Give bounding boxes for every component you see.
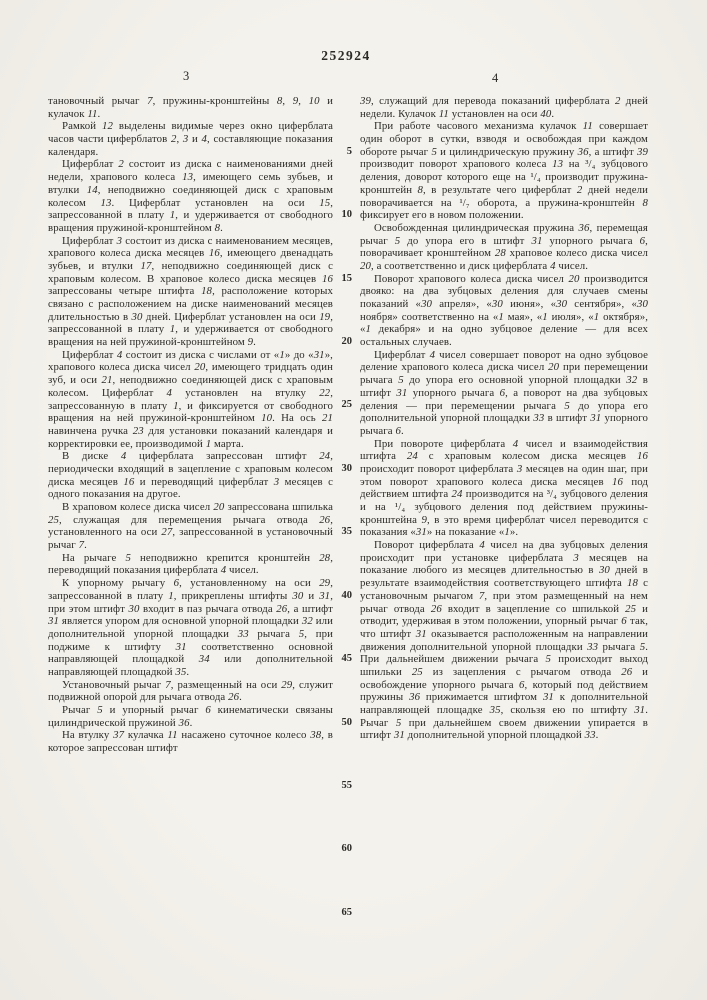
line-number: 35 — [341, 526, 352, 538]
paragraph: На втулку 37 кулачка 11 насажено суточное колесо 38, в которое запрессован штифт — [48, 729, 333, 755]
line-number: 30 — [341, 462, 352, 474]
paragraph: При работе часового механизма кулачок 11 совершает один оборот в сутки, взводя и освобождая при каждом обороте рычаг 5 и цилиндрическую пружину 36, а штифт 39 производит поворот храпового колеса 13 на ³/₄ зубцового деления, доворот которого еще на ¹/₄ производит пружина-кронштейн 8, в результате чего циферблат 2 дней недели поворачивается на ¹/₇ оборота, а пружина-кронштейн 8 фиксирует его в новом положении. — [360, 120, 648, 222]
text-column-left — [48, 95, 333, 923]
line-number: 25 — [341, 399, 352, 411]
paragraph: Освобожденная цилиндрическая пружина 36, перемещая рычаг 5 до упора его в штифт 31 упорного рычага 6, поворачивает кронштейном 28 храповое колесо диска чисел 20, а соответственно и диск циферблата 4 чисел. — [360, 221, 648, 272]
line-number: 5 — [346, 145, 352, 157]
text-column-right — [360, 95, 648, 923]
paragraph: Циферблат 4 чисел совершает поворот на одно зубцовое деление храпового колеса диска чисел 20 при перемещении рычага 5 до упора его основной упорной площадки 32 в штифт 31 упорного рычага 6, а поворот на два зубцовых деления — при перемещении рычага 5 до упора его дополнительной упорной площадки 33 в штифт 31 упорного рычага 6. — [360, 348, 648, 437]
paragraph: Установочный рычаг 7, размещенный на оси 29, служит подвижной опорой для рычага отвода 26. — [48, 678, 333, 704]
paragraph: Рамкой 12 выделены видимые через окно циферблата часов части циферблатов 2, 3 и 4, составляющие показания календаря. — [48, 120, 333, 158]
line-number: 10 — [341, 209, 352, 221]
patent-number: 252924 — [321, 48, 371, 63]
paragraph: На рычаге 5 неподвижно крепится кронштейн 28, переводящий показания циферблата 4 чисел. — [48, 551, 333, 577]
line-number: 65 — [341, 906, 352, 918]
page-number-right: 4 — [492, 71, 499, 85]
paragraph: Циферблат 3 состоит из диска с наименованием месяцев, храпового колеса диска месяцев 16, имеющего двенадцать зубьев, и втулки 17, неподвижно соединяющей диск с храповым колесом. В храповое колесо диска месяцев 16 запрессованы четыре штифта 18, расположение которых связано с расположением на диске наименований месяцев длительностью в 30 дней. Циферблат установлен на оси 19, запрессованной в плату 1, и удерживается от свободного вращения на ней пружиной-кронштейном 9. — [48, 234, 333, 349]
paragraph: К упорному рычагу 6, установленному на оси 29, запрессованной в плату 1, прикреплены штифты 30 и 31, при этом штифт 30 входит в паз рычага отвода 26, а штифт 31 является упором для основной упорной площадки 32 или дополнительной упорной площадки 33 рычага 5, при поджиме к штифту 31 соответственно основной направляющей площадкой 34 или дополнительной направляющей площадкой 35. — [48, 577, 333, 678]
paragraph: тановочный рычаг 7, пружины-кронштейны 8, 9, 10 и кулачок 11. — [48, 95, 333, 120]
paragraph: Рычаг 5 и упорный рычаг 6 кинематически связаны цилиндрической пружиной 36. — [48, 704, 333, 729]
page-number-left: 3 — [183, 69, 190, 83]
line-number: 15 — [341, 272, 352, 284]
line-number: 55 — [341, 779, 352, 791]
paragraph: Циферблат 2 состоит из диска с наименованиями дней недели, храпового колеса 13, имеющего семь зубьев, и втулки 14, неподвижно соединяющей диск с храповым колесом 13. Циферблат установлен на оси 15, запрессованной в плату 1, и удерживается от свободного вращения пружиной-кронштейном 8. — [48, 158, 333, 234]
line-number-gutter — [336, 95, 352, 923]
paragraph: Поворот циферблата 4 чисел на два зубцовых деления происходит при установке циферблата 3 месяцев на показание любого из месяцев длительностью в 30 дней в результате взаимодействия соответствующего штифта 18 с установочным рычагом 7, при этом размещенный на нем рычаг отвода 26 входит в зацепление со шпилькой 25 и отводит, удерживая в этом положении, упорный рычаг 6 так, что штифт 31 оказывается расположенным на направлении движения дополнительной упорной площадки 33 рычага 5. При дальнейшем движении рычага 5 происходит выход шпильки 25 из зацепления с рычагом отвода 26 и освобождение упорного рычага 6, который под действием пружины 36 прижимается штифтом 31 к дополнительной направляющей площадке 35, скользя ею по штифту 31. Рычаг 5 при дальнейшем своем движении упирается в штифт 31 дополнительной упорной площадкой 33. — [360, 539, 648, 742]
line-number: 20 — [341, 335, 352, 347]
paragraph: В диске 4 циферблата запрессован штифт 24, периодически входящий в зацепление с храповым колесом диска месяцев 16 и переводящий циферблат 3 месяцев с одного показания на другое. — [48, 450, 333, 501]
paragraph: 39, служащий для перевода показаний циферблата 2 дней недели. Кулачок 11 установлен на оси 40. — [360, 95, 648, 120]
line-number: 45 — [341, 653, 352, 665]
paragraph: Поворот храпового колеса диска чисел 20 производится двояко: на два зубцовых деления для случаев смены показаний «30 апреля», «30 июня», «30 сентября», «30 ноября» соответственно на «1 мая», «1 июля», «1 октября», «1 декабря» и на одно зубцовое деление — для всех остальных случаев. — [360, 272, 648, 349]
paragraph: В храповом колесе диска чисел 20 запрессована шпилька 25, служащая для перемещения рычага отвода 26, установленного на оси 27, запрессованной в установочный рычаг 7. — [48, 501, 333, 552]
line-number: 60 — [341, 843, 352, 855]
line-number: 40 — [341, 589, 352, 601]
line-number: 50 — [341, 716, 352, 728]
paragraph: При повороте циферблата 4 чисел и взаимодействия штифта 24 с храповым колесом диска месяцев 16 происходит поворот циферблата 3 месяцев на один шаг, при этом поворот храпового колеса диска месяцев 16 под действием штифта 24 производится на ³/₄ зубцового деления и на ¹/₄ зубцового деления под действием пружины-кронштейна 9, в это время циферблат чисел переводится с показания «31» на показание «1». — [360, 437, 648, 539]
paragraph: Циферблат 4 состоит из диска с числами от «1» до «31», храпового колеса диска чисел 20, имеющего тридцать один зуб, и оси 21, неподвижно соединяющей диск с храповым колесом. Циферблат 4 установлен на втулку 22, запрессованную в плату 1, и фиксируется от свободного вращения на ней пружиной-кронштейном 10. На ось 21 навинчена ручка 23 для установки показаний календаря и корректировки ее, производимой 1 марта. — [48, 348, 333, 450]
